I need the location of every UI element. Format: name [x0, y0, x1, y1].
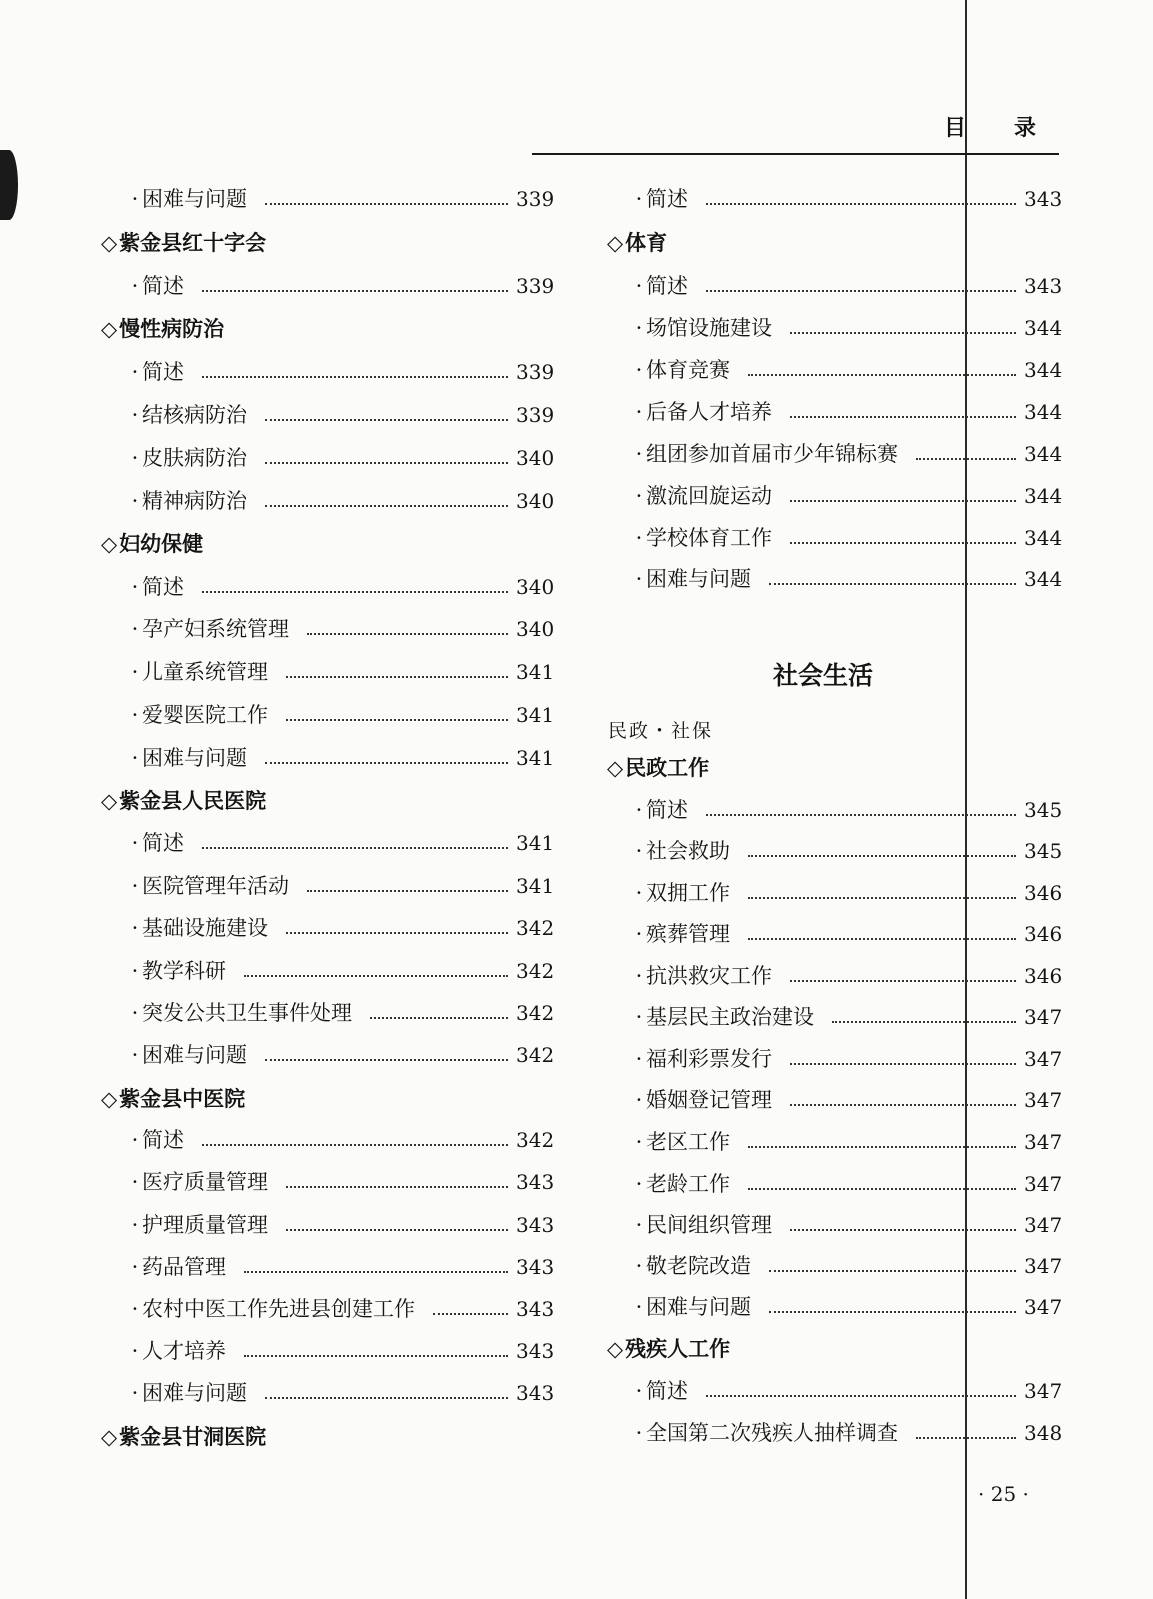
bullet: ·	[131, 703, 139, 727]
dot-leader	[202, 376, 508, 378]
page-number: 347	[1024, 1254, 1063, 1278]
entry-label: 孕产妇系统管理	[142, 617, 289, 641]
diamond-icon: ◇	[607, 756, 624, 780]
dot-leader	[769, 583, 1016, 585]
entry-label: 困难与问题	[142, 1381, 247, 1405]
bullet: ·	[131, 403, 139, 427]
dot-leader	[286, 1186, 508, 1188]
entry-label: 简述	[646, 274, 688, 298]
dot-leader	[307, 633, 508, 635]
page-number: 345	[1024, 839, 1063, 863]
diamond-icon: ◇	[101, 532, 118, 556]
toc-entry[interactable]	[632, 1250, 1063, 1282]
bullet: ·	[635, 1005, 643, 1029]
bullet: ·	[635, 400, 643, 424]
page-number: 342	[516, 1001, 555, 1025]
bullet: ·	[635, 274, 643, 298]
section-label: 紫金县红十字会	[119, 231, 267, 255]
toc-entry[interactable]	[128, 399, 555, 431]
diamond-icon: ◇	[607, 231, 624, 255]
section-heading[interactable]	[101, 785, 266, 817]
dot-leader	[790, 1229, 1016, 1231]
entry-label: 双拥工作	[646, 881, 730, 905]
page-edge-mark	[0, 150, 18, 220]
dot-leader	[265, 203, 508, 205]
dot-leader	[748, 374, 1016, 376]
page-number: 339	[516, 187, 555, 211]
toc-entry[interactable]	[128, 613, 555, 645]
bullet: ·	[635, 1213, 643, 1237]
entry-label: 学校体育工作	[646, 526, 772, 550]
section-heading[interactable]	[607, 227, 667, 259]
page-number: 343	[516, 1381, 555, 1405]
dot-leader	[790, 980, 1016, 982]
diamond-icon: ◇	[607, 1337, 624, 1361]
bullet: ·	[131, 1297, 139, 1321]
dot-leader	[769, 1311, 1016, 1313]
bullet: ·	[131, 1339, 139, 1363]
bullet: ·	[635, 1047, 643, 1071]
dot-leader	[370, 1017, 508, 1019]
section-heading[interactable]	[607, 1333, 730, 1365]
section-heading[interactable]	[607, 752, 709, 784]
entry-label: 激流回旋运动	[646, 484, 772, 508]
toc-entry[interactable]	[128, 997, 555, 1029]
toc-entry[interactable]	[632, 438, 1063, 470]
toc-entry[interactable]	[128, 1039, 555, 1071]
dot-leader	[790, 1104, 1016, 1106]
dot-leader	[244, 1271, 508, 1273]
entry-label: 农村中医工作先进县创建工作	[142, 1297, 415, 1321]
dot-leader	[202, 847, 508, 849]
dot-leader	[916, 458, 1016, 460]
toc-entry[interactable]	[632, 396, 1063, 428]
page-number: 343	[516, 1213, 555, 1237]
section-label: 紫金县甘洞医院	[119, 1425, 267, 1449]
entry-label: 简述	[142, 831, 184, 855]
section-heading[interactable]	[101, 1083, 245, 1115]
dot-leader	[286, 719, 508, 721]
page-number: 344	[1024, 400, 1063, 424]
page-number: 343	[516, 1170, 555, 1194]
page-number: 342	[516, 1128, 555, 1152]
dot-leader	[748, 855, 1016, 857]
toc-entry[interactable]	[128, 1124, 555, 1156]
page-number: 347	[1024, 1005, 1063, 1029]
dot-leader	[265, 1059, 508, 1061]
entry-label: 困难与问题	[142, 187, 247, 211]
page-number: 341	[516, 703, 555, 727]
bullet: ·	[635, 567, 643, 591]
dot-leader	[265, 462, 508, 464]
page-number: 343	[1024, 274, 1063, 298]
entry-label: 基础设施建设	[142, 916, 268, 940]
page-number: 339	[516, 274, 555, 298]
toc-entry[interactable]	[632, 877, 1063, 909]
entry-label: 困难与问题	[142, 1043, 247, 1067]
toc-entry[interactable]	[128, 183, 555, 215]
page-number: 342	[516, 1043, 555, 1067]
entry-label: 突发公共卫生事件处理	[142, 1001, 352, 1025]
toc-entry[interactable]	[632, 354, 1063, 386]
running-header	[900, 114, 1037, 150]
bullet: ·	[131, 916, 139, 940]
page-number: 339	[516, 360, 555, 384]
entry-label: 抗洪救灾工作	[646, 964, 772, 988]
page-number: 347	[1024, 1130, 1063, 1154]
bullet: ·	[131, 360, 139, 384]
bullet: ·	[131, 660, 139, 684]
bullet: ·	[131, 187, 139, 211]
page-number: 344	[1024, 442, 1063, 466]
dot-leader	[832, 1021, 1016, 1023]
entry-label: 简述	[646, 798, 688, 822]
page-number: 344	[1024, 316, 1063, 340]
bullet: ·	[131, 489, 139, 513]
bullet: ·	[635, 358, 643, 382]
bullet: ·	[131, 617, 139, 641]
dot-leader	[202, 591, 508, 593]
entry-label: 人才培养	[142, 1339, 226, 1363]
entry-label: 简述	[142, 360, 184, 384]
toc-entry[interactable]	[632, 960, 1063, 992]
section-label: 慢性病防治	[119, 317, 225, 341]
toc-entry[interactable]	[128, 827, 555, 859]
bullet: ·	[635, 1172, 643, 1196]
toc-entry[interactable]	[128, 656, 555, 688]
dot-leader	[790, 416, 1016, 418]
toc-entry[interactable]	[632, 1375, 1063, 1407]
page-number: 339	[516, 403, 555, 427]
bullet: ·	[635, 187, 643, 211]
dot-leader	[265, 1397, 508, 1399]
dot-leader	[244, 1355, 508, 1357]
dot-leader	[706, 1395, 1016, 1397]
section-label: 体育	[625, 231, 668, 255]
part-title: 社会生活	[773, 661, 874, 690]
dot-leader	[790, 1063, 1016, 1065]
toc-entry[interactable]	[632, 1001, 1063, 1033]
toc-entry[interactable]	[128, 1293, 555, 1325]
entry-label: 殡葬管理	[646, 922, 730, 946]
page-number: 344	[1024, 526, 1063, 550]
dot-leader	[202, 1144, 508, 1146]
bullet: ·	[635, 1130, 643, 1154]
page-number: 340	[516, 617, 555, 641]
header-char-2: 录	[1014, 116, 1037, 141]
toc-entry[interactable]	[128, 485, 555, 517]
page-number: 348	[1024, 1421, 1063, 1445]
entry-label: 组团参加首届市少年锦标赛	[646, 442, 898, 466]
bullet: ·	[635, 839, 643, 863]
dot-leader	[286, 932, 508, 934]
section-heading[interactable]	[101, 1421, 266, 1453]
entry-label: 结核病防治	[142, 403, 247, 427]
bullet: ·	[131, 1001, 139, 1025]
toc-entry[interactable]	[128, 912, 555, 944]
section-label: 残疾人工作	[625, 1337, 731, 1361]
entry-label: 困难与问题	[142, 746, 247, 770]
section-label: 紫金县人民医院	[119, 789, 267, 813]
bullet: ·	[635, 922, 643, 946]
diamond-icon: ◇	[101, 317, 118, 341]
toc-entry[interactable]	[632, 1126, 1063, 1158]
bullet: ·	[131, 575, 139, 599]
toc-entry[interactable]	[632, 522, 1063, 554]
toc-entry[interactable]	[128, 742, 555, 774]
toc-entry[interactable]	[128, 1335, 555, 1367]
bullet: ·	[131, 1170, 139, 1194]
diamond-icon: ◇	[101, 1425, 118, 1449]
entry-label: 药品管理	[142, 1255, 226, 1279]
dot-leader	[265, 419, 508, 421]
bullet: ·	[635, 1379, 643, 1403]
toc-entry[interactable]	[128, 356, 555, 388]
entry-label: 敬老院改造	[646, 1254, 751, 1278]
page-number: 341	[516, 874, 555, 898]
page-number: 346	[1024, 964, 1063, 988]
dot-leader	[769, 1270, 1016, 1272]
bullet: ·	[131, 1381, 139, 1405]
dot-leader	[433, 1313, 508, 1315]
toc-entry[interactable]	[632, 312, 1063, 344]
bullet: ·	[635, 484, 643, 508]
entry-label: 简述	[142, 1128, 184, 1152]
bullet: ·	[131, 1213, 139, 1237]
dot-leader	[790, 332, 1016, 334]
dot-leader	[706, 290, 1016, 292]
bullet: ·	[635, 798, 643, 822]
dot-leader	[244, 975, 508, 977]
toc-entry[interactable]	[128, 442, 555, 474]
bullet: ·	[635, 526, 643, 550]
diamond-icon: ◇	[101, 1087, 118, 1111]
entry-label: 爱婴医院工作	[142, 703, 268, 727]
entry-label: 简述	[646, 187, 688, 211]
bullet: ·	[635, 1088, 643, 1112]
bullet: ·	[635, 964, 643, 988]
entry-label: 精神病防治	[142, 489, 247, 513]
bullet: ·	[635, 316, 643, 340]
bullet: ·	[131, 959, 139, 983]
subcategory-label: 民政・社保	[608, 720, 714, 742]
dot-leader	[202, 290, 508, 292]
dot-leader	[265, 762, 508, 764]
section-label: 妇幼保健	[119, 532, 204, 556]
dot-leader	[748, 897, 1016, 899]
dot-leader	[706, 814, 1016, 816]
entry-label: 医疗质量管理	[142, 1170, 268, 1194]
dot-leader	[706, 203, 1016, 205]
section-heading[interactable]	[101, 313, 224, 345]
bullet: ·	[635, 1295, 643, 1319]
page-number: 347	[1024, 1379, 1063, 1403]
entry-label: 简述	[142, 274, 184, 298]
dot-leader	[748, 938, 1016, 940]
bullet: ·	[635, 442, 643, 466]
toc-entry[interactable]	[632, 1291, 1063, 1323]
bullet: ·	[131, 1128, 139, 1152]
toc-entry[interactable]	[632, 270, 1063, 302]
page-number: 347	[1024, 1213, 1063, 1237]
diamond-icon: ◇	[101, 231, 118, 255]
entry-label: 医院管理年活动	[142, 874, 289, 898]
entry-label: 简述	[646, 1379, 688, 1403]
dot-leader	[307, 890, 508, 892]
bullet: ·	[131, 831, 139, 855]
entry-label: 婚姻登记管理	[646, 1088, 772, 1112]
dot-leader	[916, 1437, 1016, 1439]
toc-entry[interactable]	[128, 1209, 555, 1241]
dot-leader	[790, 542, 1016, 544]
page-number: 343	[1024, 187, 1063, 211]
toc-entry[interactable]	[632, 563, 1063, 595]
page-number: 347	[1024, 1088, 1063, 1112]
page-number: 340	[516, 575, 555, 599]
entry-label: 简述	[142, 575, 184, 599]
header-char-1: 目	[944, 116, 967, 141]
page-number: 341	[516, 831, 555, 855]
toc-entry[interactable]	[632, 918, 1063, 950]
bullet: ·	[131, 746, 139, 770]
page-number: 346	[1024, 922, 1063, 946]
page-number: 347	[1024, 1172, 1063, 1196]
dot-leader	[286, 1229, 508, 1231]
header-rule	[532, 153, 1059, 155]
page-folio: · 25 ·	[978, 1482, 1029, 1506]
entry-label: 困难与问题	[646, 567, 751, 591]
toc-entry[interactable]	[128, 1377, 555, 1409]
toc-entry[interactable]	[632, 794, 1063, 826]
bullet: ·	[131, 274, 139, 298]
toc-entry[interactable]	[632, 480, 1063, 512]
toc-entry[interactable]	[632, 835, 1063, 867]
section-heading[interactable]	[101, 528, 203, 560]
dot-leader	[748, 1146, 1016, 1148]
entry-label: 场馆设施建设	[646, 316, 772, 340]
dot-leader	[790, 500, 1016, 502]
section-label: 民政工作	[625, 756, 710, 780]
toc-entry[interactable]	[128, 1166, 555, 1198]
section-label: 紫金县中医院	[119, 1087, 246, 1111]
toc-entry[interactable]	[128, 699, 555, 731]
page-number: 344	[1024, 358, 1063, 382]
bullet: ·	[131, 446, 139, 470]
toc-entry[interactable]	[632, 1417, 1063, 1449]
entry-label: 全国第二次残疾人抽样调查	[646, 1421, 898, 1445]
page-number: 341	[516, 746, 555, 770]
toc-entry[interactable]	[632, 183, 1063, 215]
entry-label: 困难与问题	[646, 1295, 751, 1319]
entry-label: 教学科研	[142, 959, 226, 983]
toc-entry[interactable]	[128, 1251, 555, 1283]
toc-entry[interactable]	[632, 1084, 1063, 1116]
entry-label: 儿童系统管理	[142, 660, 268, 684]
page-number: 342	[516, 916, 555, 940]
bullet: ·	[635, 1421, 643, 1445]
toc-entry[interactable]	[128, 571, 555, 603]
dot-leader	[265, 505, 508, 507]
entry-label: 老龄工作	[646, 1172, 730, 1196]
entry-label: 福利彩票发行	[646, 1047, 772, 1071]
page-number: 343	[516, 1339, 555, 1363]
bullet: ·	[131, 1043, 139, 1067]
page-number: 344	[1024, 567, 1063, 591]
page-number: 343	[516, 1255, 555, 1279]
page-number: 347	[1024, 1295, 1063, 1319]
page-number: 341	[516, 660, 555, 684]
page-number: 340	[516, 446, 555, 470]
page-number: 340	[516, 489, 555, 513]
toc-entry[interactable]	[128, 955, 555, 987]
page-number: 342	[516, 959, 555, 983]
toc-entry[interactable]	[632, 1043, 1063, 1075]
entry-label: 基层民主政治建设	[646, 1005, 814, 1029]
diamond-icon: ◇	[101, 789, 118, 813]
entry-label: 皮肤病防治	[142, 446, 247, 470]
section-heading[interactable]	[101, 227, 266, 259]
toc-entry[interactable]	[632, 1209, 1063, 1241]
bullet: ·	[131, 874, 139, 898]
entry-label: 社会救助	[646, 839, 730, 863]
dot-leader	[286, 676, 508, 678]
page-number: 347	[1024, 1047, 1063, 1071]
page-number: 344	[1024, 484, 1063, 508]
toc-entry[interactable]	[128, 870, 555, 902]
dot-leader	[748, 1188, 1016, 1190]
entry-label: 护理质量管理	[142, 1213, 268, 1237]
entry-label: 体育竞赛	[646, 358, 730, 382]
entry-label: 民间组织管理	[646, 1213, 772, 1237]
toc-entry[interactable]	[632, 1168, 1063, 1200]
page-number: 346	[1024, 881, 1063, 905]
entry-label: 老区工作	[646, 1130, 730, 1154]
entry-label: 后备人才培养	[646, 400, 772, 424]
bullet: ·	[635, 1254, 643, 1278]
bullet: ·	[635, 881, 643, 905]
page-number: 343	[516, 1297, 555, 1321]
bullet: ·	[131, 1255, 139, 1279]
page-number: 345	[1024, 798, 1063, 822]
toc-entry[interactable]	[128, 270, 555, 302]
